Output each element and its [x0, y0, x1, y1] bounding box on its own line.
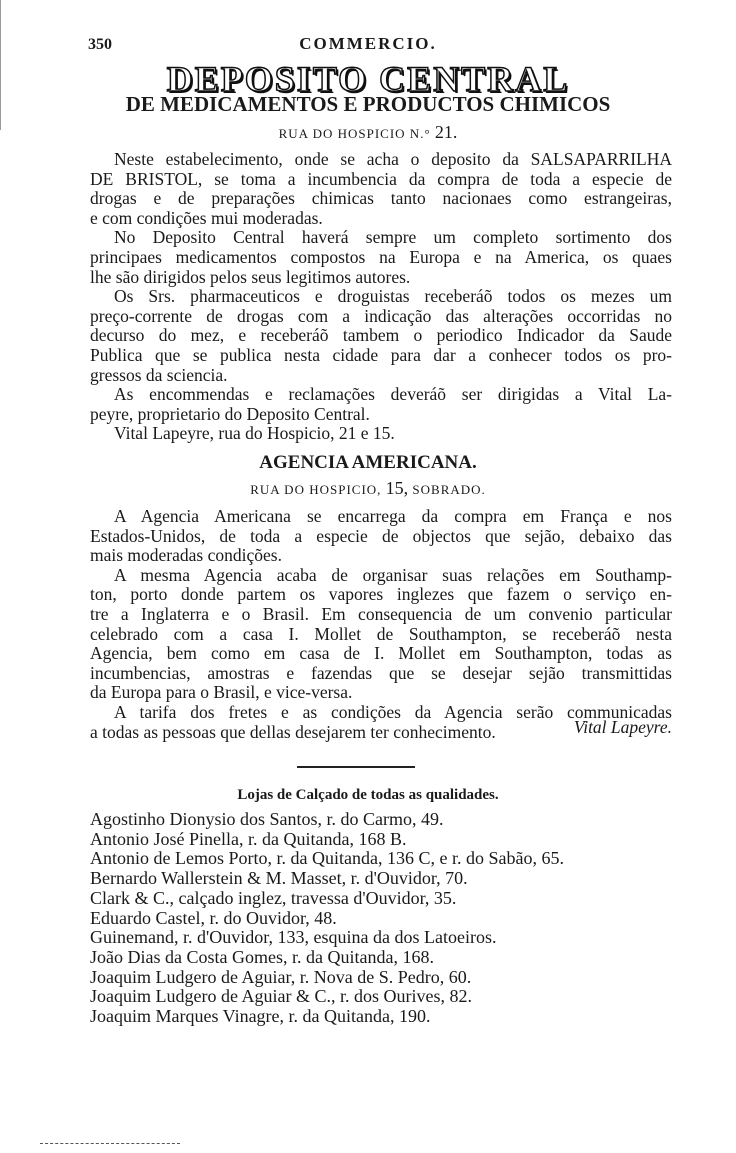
address-number: 21. [434, 122, 458, 142]
agencia-title: AGENCIA AMERICANA. [259, 452, 477, 473]
signature: Vital Lapeyre. [573, 717, 672, 737]
list-item: Joaquim Ludgero de Aguiar, r. Nova de S. Pedro, 60. [90, 966, 472, 987]
agencia-address [0, 478, 736, 499]
list-item: João Dias da Costa Gomes, r. da Quitanda, 168. [90, 946, 434, 967]
list-item: Agostinho Dionysio dos Santos, r. do Carmo, 49. [90, 809, 444, 829]
text-line: Estados-Unidos, de toda a especie de objectos que sejão, debaixo das [90, 525, 672, 546]
text-line: ton, porto donde partem os vapores inglezes que fazem o serviço en- [90, 584, 672, 605]
lojas-list [90, 810, 564, 1027]
text-line: A Agencia Americana se encarrega da compra em França e nos [114, 506, 672, 526]
text-line: lhe são dirigidos pelos seus legitimos autores. [90, 266, 411, 287]
text-line: gressos da sciencia. [90, 364, 228, 385]
text-line: a todas as pessoas que dellas desejarem ter conhecimento. [90, 721, 496, 742]
text-line: No Deposito Central haverá sempre um completo sortimento dos [114, 227, 672, 248]
address-prefix: RUA DO HOSPICIO, [250, 482, 382, 497]
list-item: Eduardo Castel, r. do Ouvidor, 48. [90, 907, 337, 928]
text-line: tre a Inglaterra e o Brasil. Em consequencia de um convenio particular [90, 603, 672, 624]
list-item: Bernardo Wallerstein & M. Masset, r. d'Ouvidor, 70. [90, 868, 468, 889]
lojas-heading: Lojas de Calçado de todas as qualidades. [237, 787, 499, 803]
list-item: Antonio de Lemos Porto, r. da Quitanda, 136 C, e r. do Sabão, 65. [90, 848, 564, 869]
deposito-body [90, 150, 672, 444]
text-line: e com condições mui moderadas. [90, 207, 323, 228]
text-line: DE BRISTOL, se toma a incumbencia da compra de toda a especie de [90, 168, 672, 189]
text-line: incumbencias, amostras e fazendas que se desejar sejão transmittidas [90, 662, 672, 683]
address-suffix: SOBRADO. [412, 482, 486, 497]
address-prefix: RUA DO HOSPICIO N.° [278, 126, 431, 141]
section-divider [297, 766, 415, 768]
text-line: Vital Lapeyre, rua do Hospicio, 21 e 15. [114, 423, 395, 444]
text-line: drogas e de preparações chimicas tanto nacionaes como estrangeiras, [90, 188, 672, 209]
list-item: Joaquim Ludgero de Aguiar & C., r. dos Ourives, 82. [90, 986, 472, 1007]
text-line: principaes medicamentos compostos na Europa e na America, os quaes [90, 246, 672, 267]
scan-mark [40, 1143, 180, 1145]
text-line: A tarifa dos fretes e as condições da Agencia serão communicadas [114, 701, 672, 722]
text-line: peyre, proprietario do Deposito Central. [90, 403, 370, 424]
list-item: Joaquim Marques Vinagre, r. da Quitanda, 190. [90, 1006, 431, 1027]
list-item: Guinemand, r. d'Ouvidor, 133, esquina da dos Latoeiros. [90, 927, 497, 948]
text-line: As encommendas e reclamações deveráõ ser dirigidas a Vital La- [114, 384, 672, 405]
text-line: decurso do mez, e receberáõ tambem o periodico Indicador da Saude [90, 325, 672, 346]
text-line: Os Srs. pharmaceuticos e droguistas receberáõ todos os mezes um [114, 286, 672, 307]
text-line: mais moderadas condições. [90, 545, 282, 566]
address-number: 15, [385, 478, 409, 498]
text-line: celebrado com a casa I. Mollet de Southampton, se receberáõ nesta [90, 623, 672, 644]
list-item: Antonio José Pinella, r. da Quitanda, 168 B. [90, 828, 407, 849]
text-line: da Europa para o Brasil, e vice-versa. [90, 682, 353, 703]
text-line: Neste estabelecimento, onde se acha o deposito da SALSAPARRILHA [114, 149, 672, 169]
deposito-subtitle: DE MEDICAMENTOS E PRODUCTOS CHIMICOS [125, 92, 611, 116]
text-line: preço-corrente de drogas com a indicação das alterações occorridas no [90, 305, 672, 326]
text-line: A mesma Agencia acaba de organisar suas relações em Southamp- [114, 564, 672, 585]
page-number: 350 [88, 36, 112, 53]
agencia-body [90, 507, 672, 742]
deposito-address [0, 122, 736, 143]
list-item: Clark & C., calçado inglez, travessa d'Ouvidor, 35. [90, 887, 457, 908]
deposito-title: DEPOSITO CENTRAL [166, 59, 570, 99]
text-line: Publica que se publica nesta cidade para dar a conhecer todos os pro- [90, 344, 672, 365]
running-head: COMMERCIO. [299, 34, 437, 53]
text-line: Agencia, bem como em casa de I. Mollet em Southampton, todas as [90, 643, 672, 664]
